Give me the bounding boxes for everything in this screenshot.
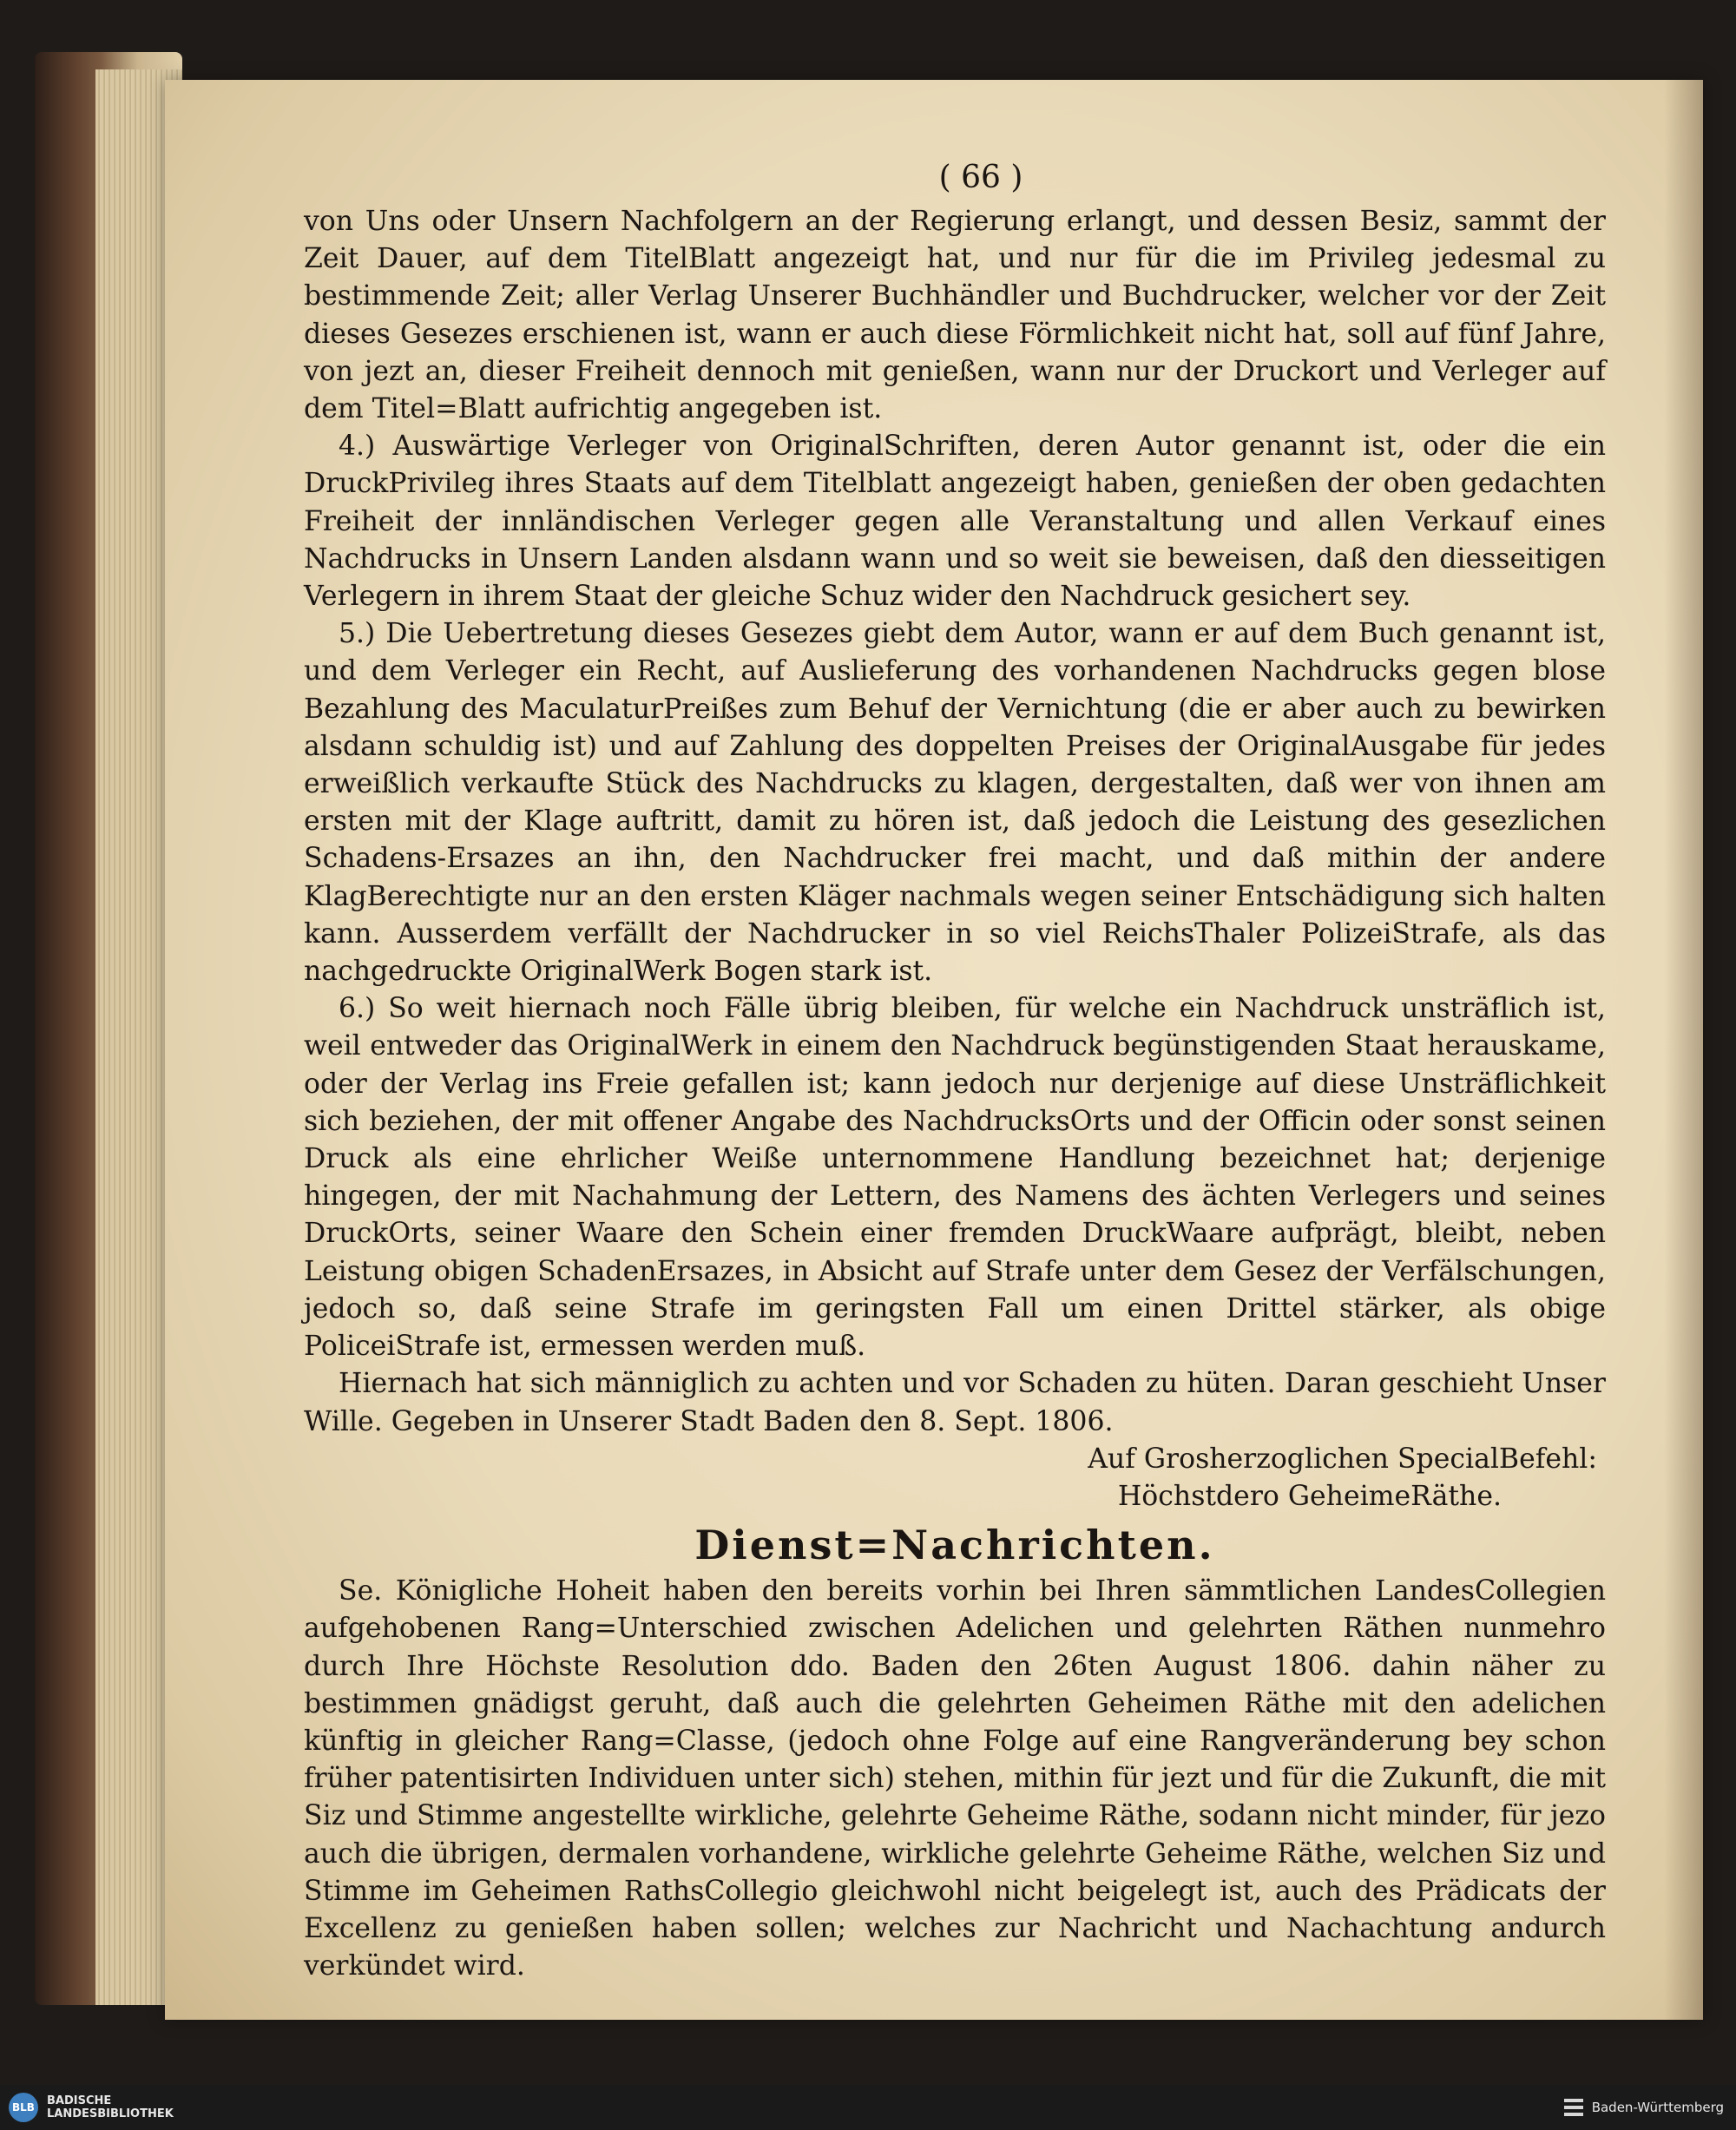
library-name-line-2: LANDESBIBLIOTHEK [47, 2107, 174, 2120]
state-name: Baden-Württemberg [1591, 2100, 1724, 2115]
page-shadow [1664, 80, 1703, 2020]
closing-paragraph: Hiernach hat sich männiglich zu achten und vor Schaden zu hüten. Daran geschieht Unser Wille. Gegeben in Unserer Stadt Baden den 8. Sept. 1806. [304, 1368, 1606, 1437]
footer-bar [0, 2085, 1736, 2130]
paragraph-continuation: von Uns oder Unsern Nachfolgern an der Regierung erlangt, und dessen Besiz, sammt der Zeit Dauer, auf dem TitelBlatt angezeigt hat, und nur für die im Privileg jedesmal zu bestimmende Zeit; aller Verlag Unserer Buchhändler und Buchdrucker, welcher vor der Zeit dieses Gesezes erschienen ist, wann er auch diese Förmlichkeit nicht hat, soll auf fünf Jahre, von jezt an, dieser Freiheit dennoch mit genießen, wann nur der Druckort und Verleger auf dem Titel=Blatt aufrichtig angegeben ist. [304, 206, 1606, 425]
library-name-line-1: BADISCHE [47, 2094, 112, 2107]
book-page [165, 80, 1703, 2020]
blb-logo-icon[interactable]: BLB [9, 2093, 38, 2122]
signature-line-2: Höchstdero GeheimeRäthe. [1117, 1480, 1502, 1512]
page-text [304, 158, 1606, 1985]
library-name[interactable] [47, 2094, 174, 2120]
signature-line-1: Auf Grosherzoglichen SpecialBefehl: [1088, 1443, 1597, 1475]
section-paragraph: Se. Königliche Hoheit haben den bereits vorhin bei Ihren sämmtlichen LandesCollegien aufgehobenen Rang=Unterschied zwischen Adelichen und gelehrten Räthen nunmehro durch Ihre Höchste Resolution ddo. Baden den 26ten August 1806. dahin näher zu bestimmen gnädigst geruht, daß auch die gelehrten Geheimen Räthe mit den adelichen künftig in gleicher Rang=Classe, (jedoch ohne Folge auf eine Rangveränderung bey schon früher patentisirten Individuen unter sich) stehen, mithin für jezt und für die Zukunft, die mit Siz und Stimme angestellte wirkliche, gelehrte Geheime Räthe, sodann nicht minder, für jezo auch die übrigen, dermalen vorhandene, wirkliche gelehrte Geheime Räthe, welchen Siz und Stimme im Geheimen RathsCollegio gleichwohl nicht beigelegt ist, auch des Prädicats der Excellenz zu genießen haben sollen; welches zur Nachricht und Nachachtung andurch verkündet wird. [304, 1575, 1606, 1982]
paragraph-5: 5.) Die Uebertretung dieses Gesezes giebt dem Autor, wann er auf dem Buch genannt ist, und dem Verleger ein Recht, auf Auslieferung des vorhandenen Nachdrucks gegen blose Bezahlung des MaculaturPreißes zum Behuf der Vernichtung (die er aber auch zu bewirken alsdann schuldig ist) und auf Zahlung des doppelten Preises der OriginalAusgabe für jedes erweißlich verkaufte Stück des Nachdrucks zu klagen, dergestalten, daß wer von ihnen am ersten mit der Klage auftritt, damit zu hören ist, daß jedoch die Leistung des gesezlichen Schadens-Ersazes an ihn, den Nachdrucker frei macht, und daß mithin der andere KlagBerechtigte nur an den ersten Kläger nachmals wegen seiner Entschädigung sich halten kann. Ausserdem verfällt der Nachdrucker in so viel ReichsThaler PolizeiStrafe, als das nachgedruckte OriginalWerk Bogen stark ist. [304, 618, 1606, 988]
section-heading: Dienst=Nachrichten. [694, 1522, 1215, 1569]
page-number: ( 66 ) [938, 160, 1023, 195]
baden-wuerttemberg-logo-icon [1562, 2096, 1585, 2119]
paragraph-4: 4.) Auswärtige Verleger von OriginalSchriften, deren Autor genannt ist, oder die ein DruckPrivileg ihres Staats auf dem Titelblatt angezeigt haben, genießen der oben gedachten Freiheit der innländischen Verleger gegen alle Veranstaltung und allen Verkauf eines Nachdrucks in Unsern Landen alsdann wann und so weit sie beweisen, daß den diesseitigen Verlegern in ihrem Staat der gleiche Schuz wider den Nachdruck gesichert sey. [304, 431, 1606, 613]
paragraph-6: 6.) So weit hiernach noch Fälle übrig bleiben, für welche ein Nachdruck unsträflich ist, weil entweder das OriginalWerk in einem den Nachdruck begünstigenden Staat herauskame, oder der Verlag ins Freie gefallen ist; kann jedoch nur derjenige auf diese Unsträflichkeit sich beziehen, der mit offener Angabe des NachdrucksOrts und der Officin oder sonst seinen Druck als eine ehrlicher Weiße unternommene Handlung bezeichnet hat; derjenige hingegen, der mit Nachahmung der Lettern, des Namens des ächten Verlegers und seines DruckOrts, seiner Waare den Schein einer fremden DruckWaare aufprägt, bleibt, neben Leistung obigen SchadenErsazes, in Absicht auf Strafe unter dem Gesez der Verfälschungen, jedoch so, daß seine Strafe im geringsten Fall um einen Drittel stärker, als obige PoliceiStrafe ist, ermessen werden muß. [304, 993, 1606, 1363]
state-logo-link[interactable] [1562, 2096, 1724, 2119]
